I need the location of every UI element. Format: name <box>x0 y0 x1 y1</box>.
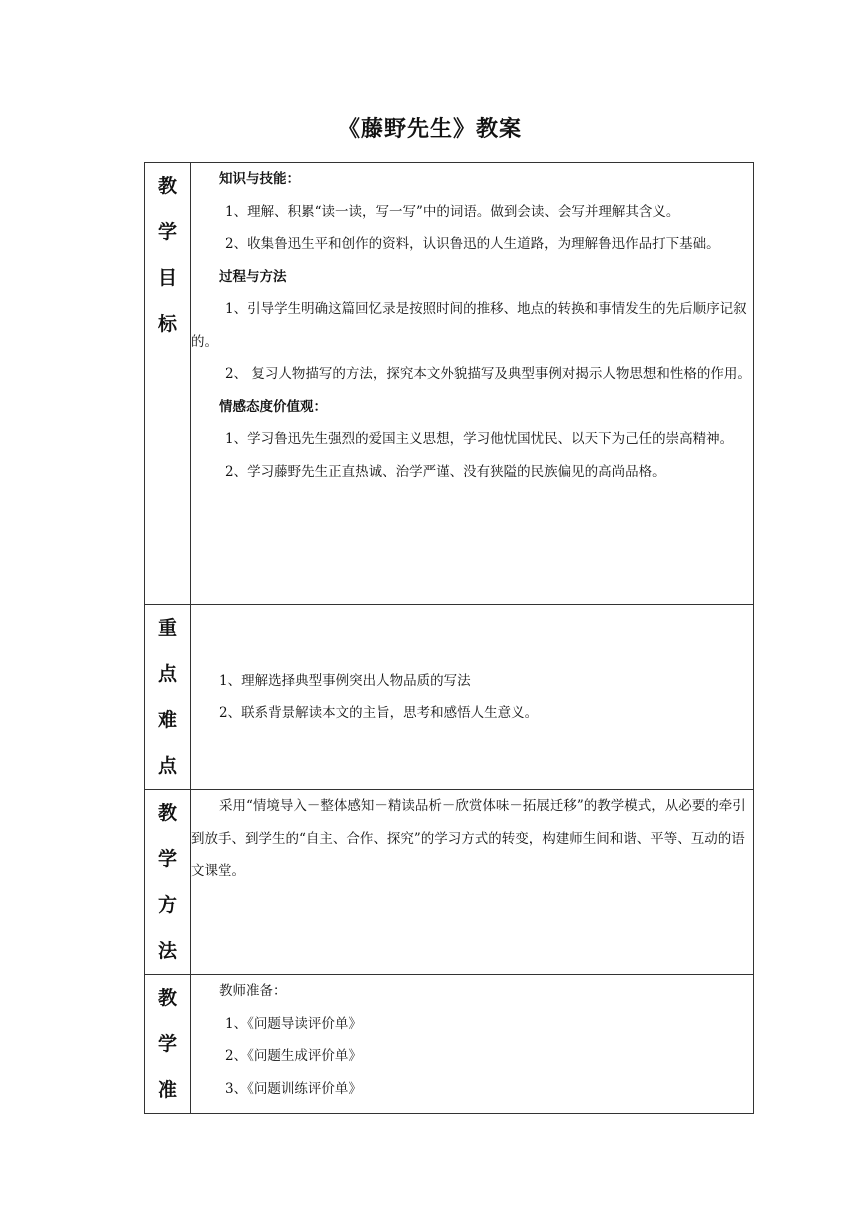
knowledge-item-1: 1、理解、积累“读一读，写一写”中的词语。做到会读、会写并理解其含义。 <box>225 203 680 220</box>
emotion-item-2: 2、学习藤野先生正直热诚、治学严谨、没有狭隘的民族偏见的高尚品格。 <box>225 463 666 480</box>
label-char: 点 <box>157 755 177 777</box>
key-point-item-2: 2、联系背景解读本文的主旨，思考和感悟人生意义。 <box>219 705 539 721</box>
objectives-row <box>145 163 754 605</box>
label-char: 教 <box>157 175 177 197</box>
methods-row <box>145 790 754 975</box>
objectives-content <box>191 163 754 605</box>
knowledge-item-2: 2、收集鲁迅生平和创作的资料，认识鲁迅的人生道路，为理解鲁迅作品打下基础。 <box>225 236 720 252</box>
preparation-label-cell <box>145 975 191 1114</box>
methods-label-cell <box>145 790 191 975</box>
emotion-heading: 情感态度价值观： <box>219 398 327 415</box>
label-char: 目 <box>157 267 177 289</box>
label-char: 准 <box>157 1079 177 1101</box>
objectives-label <box>145 163 190 347</box>
knowledge-heading: 知识与技能： <box>219 171 300 187</box>
preparation-item-3: 3、《问题训练评价单》 <box>225 1080 362 1097</box>
label-char: 点 <box>157 663 177 685</box>
label-char: 重 <box>157 617 177 639</box>
process-item-2: 2、 复习人物描写的方法，探究本文外貌描写及典型事例对揭示人物思想和性格的作用。 <box>225 366 751 382</box>
lesson-plan-table <box>144 162 754 1114</box>
preparation-row <box>145 975 754 1114</box>
label-char: 标 <box>157 313 177 335</box>
process-item-1: 1、引导学生明确这篇回忆录是按照时间的推移、地点的转换和事情发生的先后顺序记叙的。 <box>191 301 747 350</box>
key-point-item-1: 1、理解选择典型事例突出人物品质的写法 <box>219 672 471 689</box>
label-char: 教 <box>157 987 177 1009</box>
label-char: 学 <box>157 848 177 870</box>
methods-content <box>191 790 754 975</box>
objectives-label-cell <box>145 163 191 605</box>
preparation-content <box>191 975 754 1114</box>
label-char: 方 <box>157 894 177 916</box>
label-char: 法 <box>157 940 177 962</box>
page-title: 《藤野先生》教案 <box>337 117 522 142</box>
preparation-label <box>145 975 190 1113</box>
preparation-item-1: 1、《问题导读评价单》 <box>225 1015 362 1032</box>
key-points-label-cell <box>145 605 191 790</box>
preparation-item-2: 2、《问题生成评价单》 <box>225 1048 362 1064</box>
label-char: 教 <box>157 802 177 824</box>
label-char: 学 <box>157 221 177 243</box>
key-points-label <box>145 605 190 789</box>
methods-label <box>145 790 190 974</box>
key-points-row <box>145 605 754 790</box>
label-char: 难 <box>157 709 177 731</box>
methods-text: 采用“情境导入－整体感知－精读品析－欣赏体味－拓展迁移”的教学模式，从必要的牵引到放手、到学生的“自主、合作、探究”的学习方式的转变，构建师生间和谐、平等、互动的语文课堂。 <box>191 798 746 879</box>
label-char: 学 <box>157 1033 177 1055</box>
key-points-content <box>191 605 754 790</box>
emotion-item-1: 1、学习鲁迅先生强烈的爱国主义思想，学习他忧国忧民、以天下为己任的崇高精神。 <box>225 431 734 447</box>
preparation-heading: 教师准备： <box>219 983 287 999</box>
process-heading: 过程与方法 <box>219 268 287 285</box>
